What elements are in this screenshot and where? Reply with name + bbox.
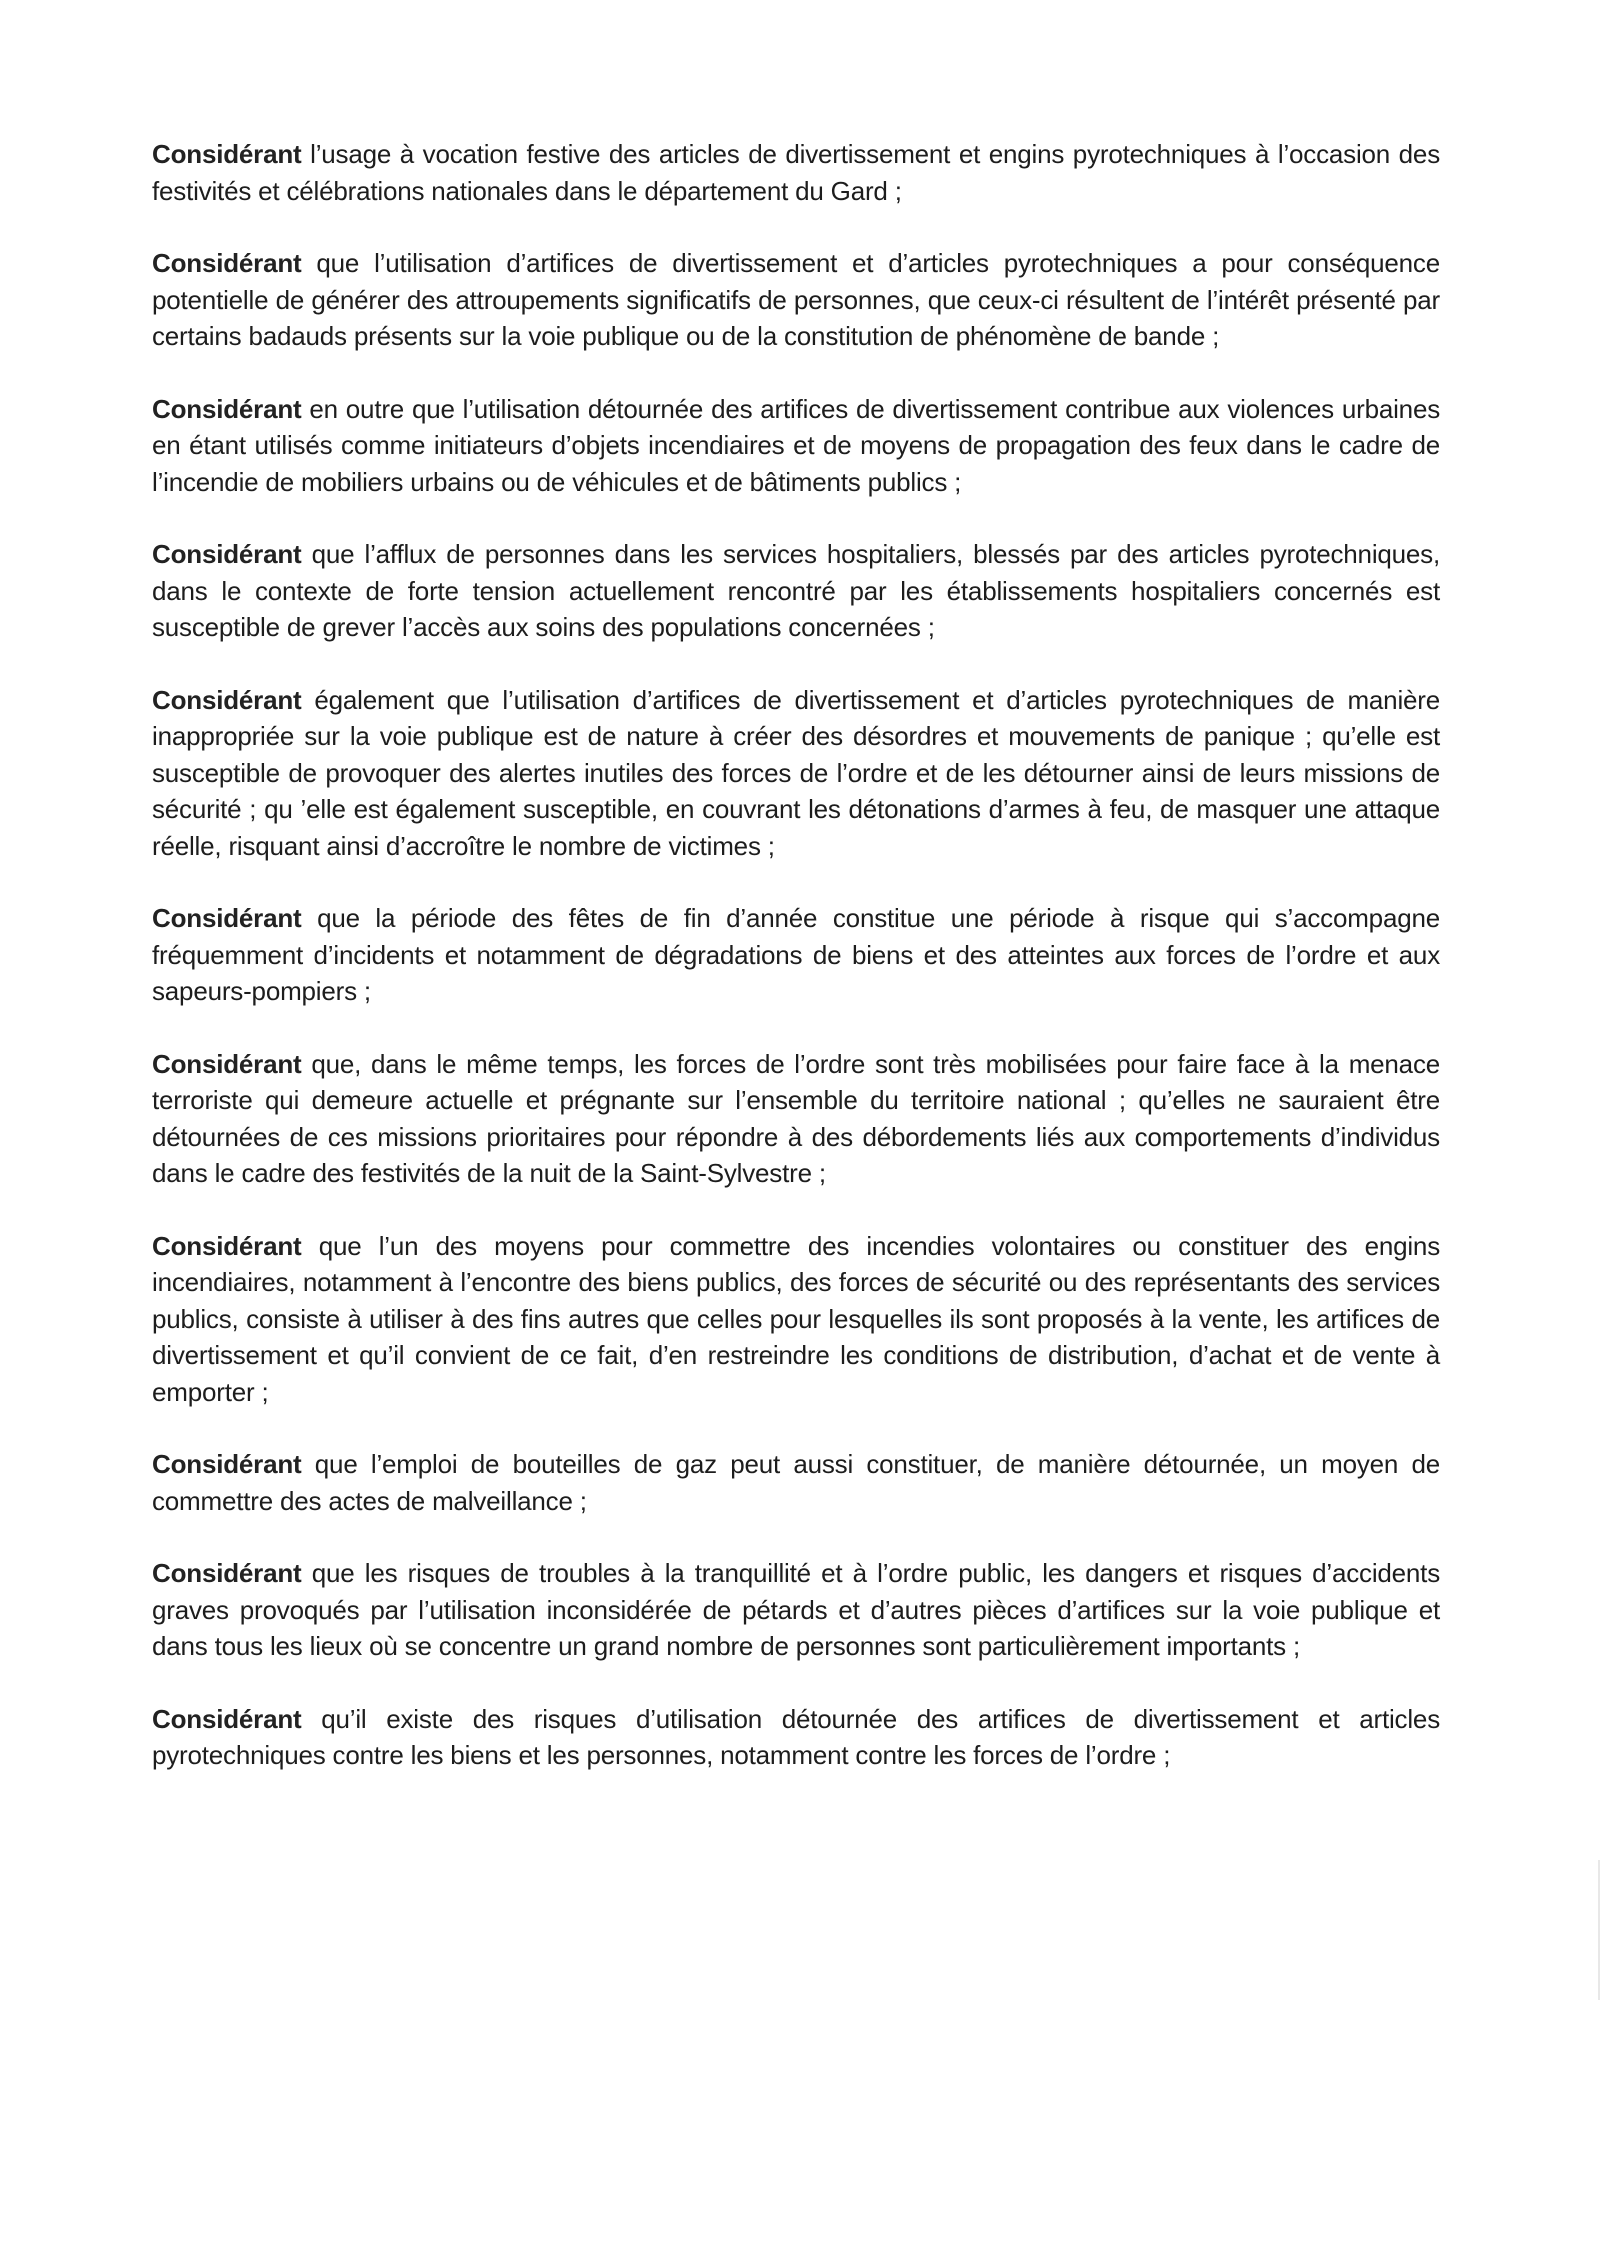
paragraph-text: également que l’utilisation d’artifices de divertissement et d’articles pyrotechniques de manière inappropriée sur la voie publique est de nature à créer des désordres et mouvements de panique ; qu’elle est susceptible de provoquer des alertes inutiles des forces de l’ordre et de les détourner ainsi de leurs missions de sécurité ; qu ’elle est également susceptible, en couvrant les détonations d’armes à feu, de masquer une attaque réelle, risquant ainsi d’accroître le nombre de victimes ; <box>152 684 1440 861</box>
paragraph-text: que, dans le même temps, les forces de l’ordre sont très mobilisées pour faire face à la menace terroriste qui demeure actuelle et prégnante sur l’ensemble du territoire national ; qu’elles ne sauraient être détournées de ces missions prioritaires pour répondre à des débordements liés aux comportements d’individus dans le cadre des festivités de la nuit de la Saint-Sylvestre ; <box>152 1048 1440 1188</box>
considerant-paragraph-5 <box>152 682 1440 865</box>
paragraph-lead: Considérant <box>152 1048 302 1079</box>
paragraph-text: que l’un des moyens pour commettre des incendies volontaires ou constituer des engins incendiaires, notamment à l’encontre des biens publics, des forces de sécurité ou des représentants des services publics, consiste à utiliser à des fins autres que celles pour lesquelles ils sont proposés à la vente, les artifices de divertissement et qu’il convient de ce fait, d’en restreindre les conditions de distribution, d’achat et de vente à emporter ; <box>152 1230 1440 1407</box>
paragraph-lead: Considérant <box>152 139 302 169</box>
document-page <box>152 136 1440 1810</box>
considerant-paragraph-4 <box>152 536 1440 646</box>
paragraph-text: qu’il existe des risques d’utilisation détournée des artifices de divertissement et articles pyrotechniques contre les biens et les personnes, notamment contre les forces de l’ordre ; <box>152 1703 1440 1770</box>
paragraph-lead: Considérant <box>152 684 302 715</box>
considerant-paragraph-2 <box>152 245 1440 355</box>
considerant-paragraph-11 <box>152 1701 1440 1774</box>
paragraph-lead: Considérant <box>152 903 302 933</box>
considerant-paragraph-8 <box>152 1228 1440 1411</box>
paragraph-text: que les risques de troubles à la tranquillité et à l’ordre public, les dangers et risques d’accidents graves provoqués par l’utilisation inconsidérée de pétards et d’autres pièces d’artifices sur la voie publique et dans tous les lieux où se concentre un grand nombre de personnes sont particulièrement importants ; <box>152 1558 1440 1661</box>
paragraph-lead: Considérant <box>152 1703 302 1734</box>
considerant-paragraph-10 <box>152 1555 1440 1665</box>
considerant-paragraph-9 <box>152 1446 1440 1519</box>
paragraph-text: que l’emploi de bouteilles de gaz peut aussi constituer, de manière détournée, un moyen de commettre des actes de malveillance ; <box>152 1449 1440 1516</box>
considerant-paragraph-6 <box>152 900 1440 1010</box>
paragraph-lead: Considérant <box>152 1230 302 1261</box>
paragraph-text: l’usage à vocation festive des articles de divertissement et engins pyrotechniques à l’occasion des festivités et célébrations nationales dans le département du Gard ; <box>152 139 1440 206</box>
paragraph-text: en outre que l’utilisation détournée des artifices de divertissement contribue aux violences urbaines en étant utilisés comme initiateurs d’objets incendiaires et de moyens de propagation des feux dans le cadre de l’incendie de mobiliers urbains ou de véhicules et de bâtiments publics ; <box>152 393 1440 497</box>
paragraph-lead: Considérant <box>152 539 302 569</box>
considerant-paragraph-7 <box>152 1046 1440 1192</box>
paragraph-lead: Considérant <box>152 1449 302 1479</box>
paragraph-lead: Considérant <box>152 393 302 424</box>
paragraph-text: que l’utilisation d’artifices de divertissement et d’articles pyrotechniques a pour conséquence potentielle de générer des attroupements significatifs de personnes, que ceux-ci résultent de l’intérêt présenté par certains badauds présents sur la voie publique ou de la constitution de phénomène de bande ; <box>152 248 1440 351</box>
paragraph-text: que la période des fêtes de fin d’année constitue une période à risque qui s’accompagne fréquemment d’incidents et notamment de dégradations de biens et des atteintes aux forces de l’ordre et aux sapeurs-pompiers ; <box>152 903 1440 1006</box>
paragraph-lead: Considérant <box>152 248 302 278</box>
paragraph-lead: Considérant <box>152 1558 302 1588</box>
considerant-paragraph-1 <box>152 136 1440 209</box>
considerant-paragraph-3 <box>152 391 1440 501</box>
paragraph-text: que l’afflux de personnes dans les services hospitaliers, blessés par des articles pyrotechniques, dans le contexte de forte tension actuellement rencontré par les établissements hospitaliers concernés est susceptible de grever l’accès aux soins des populations concernées ; <box>152 539 1440 642</box>
